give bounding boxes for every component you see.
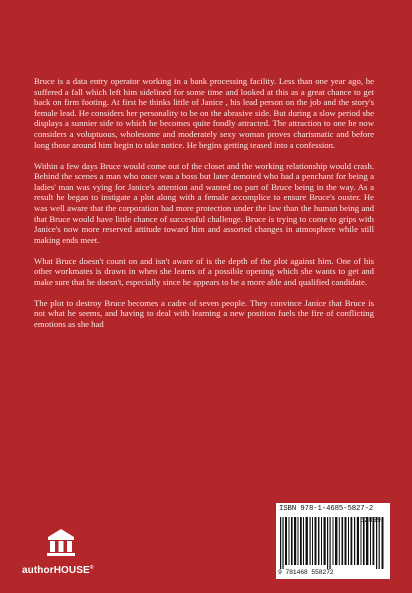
blurb-paragraph-1: Bruce is a data entry operator working in a bank processing facility. Less than one year ago, he suffered a fall which left him sidelined for some time and looked at this as a great chance to get back on firm footing. At first he thinks little of Janice , his lead person on the job and the story's female lead. He considers her personality to be on the abrasive side. But during a slow period she displays a sunnier side to which he becomes quite fondly attracted. The attraction to one he now considers a voluptuous, wholesome and moderately sexy woman proves charismatic and before long those around him begin to take notice. He begins getting teased into a confession. (34, 76, 374, 150)
registered-mark: ® (89, 565, 94, 571)
isbn-number: ISBN 978-1-4685-5827-2 (279, 505, 374, 513)
blurb-paragraph-2: Within a few days Bruce would come out of the closet and the working relationship would crash. Behind the scenes a man who once was a boss but later demoted who had a penchant for being a ladies' man was vying for Janice's attention and wanted no part of Bruce being in the way. As a result he began to instigate a plot along with a female accomplice to ensure Bruce's ouster. He was well aware that the corporation had more protection under the law than the human being and that Bruce would have little chance of successful challenge. Bruce is trying to come to grips with Janice's now more reserved attitude toward him and assorted changes in atmosphere while still making ends meet. (34, 160, 374, 245)
authorhouse-building-icon (46, 528, 76, 556)
blurb-paragraph-4: The plot to destroy Bruce becomes a cadre of seven people. They convince Janice that Bruce is not what he seems, and having to deal with learning a new position fuels the fire of conflicting emotions as she had (34, 297, 374, 330)
publisher-name-brand: HOUSE (53, 565, 90, 576)
isbn-barcode (276, 503, 390, 579)
back-cover-blurb (34, 76, 374, 340)
publisher-logo (22, 528, 102, 584)
barcode-number: 9 781468 558272 (278, 569, 334, 576)
blurb-paragraph-3: What Bruce doesn't count on and isn't aware of is the depth of the plot against him. One of his other workmates is drawn in when she learns of a possible opening which she wants to get and make sure that he doesn't, especially since he appears to be a more able and qualified candidate. (34, 255, 374, 287)
publisher-name (22, 565, 104, 576)
publisher-name-part: author (22, 565, 54, 576)
price-code: 52899 (360, 517, 382, 525)
